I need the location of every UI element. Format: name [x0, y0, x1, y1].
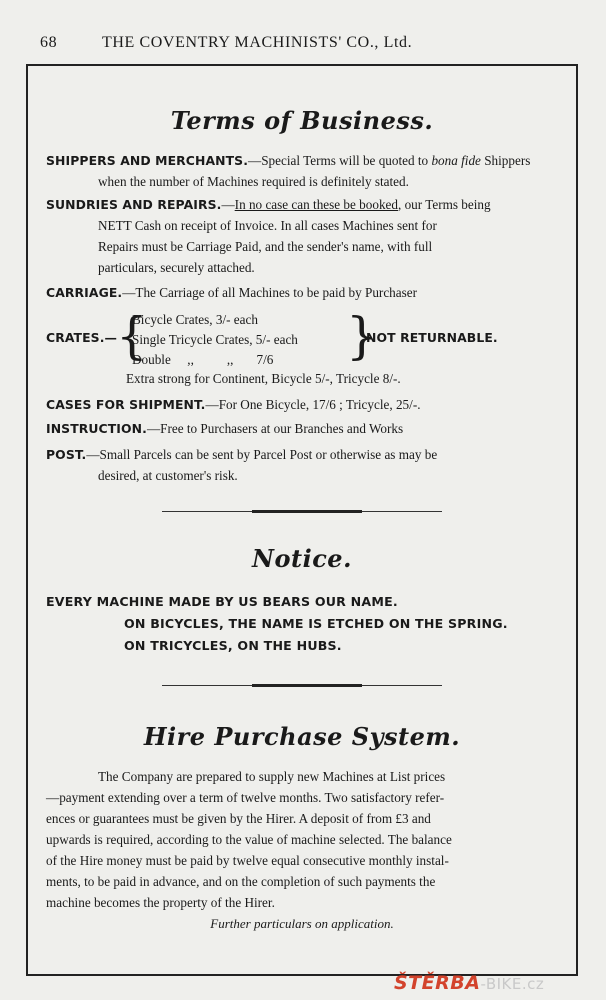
- divider-thick-2: [252, 684, 362, 687]
- crates-list: [132, 310, 298, 370]
- hire-line: The Company are prepared to supply new Machines at List prices: [98, 769, 446, 784]
- instruction-section: [46, 418, 566, 439]
- watermark-logo: [394, 972, 544, 994]
- hire-line: ments, to be paid in advance, and on the completion of such payments the: [46, 874, 436, 889]
- crate-item: Bicycle Crates, 3/- each: [132, 312, 258, 327]
- carriage-section: [46, 282, 566, 303]
- notice-line-2: ON BICYCLES, THE NAME IS ETCHED ON THE SPRING.: [124, 616, 508, 631]
- crates-section: [46, 307, 566, 367]
- notice-line-1: EVERY MACHINE MADE BY US BEARS OUR NAME.: [46, 594, 398, 609]
- crate-item: Single Tricycle Crates, 5/- each: [132, 332, 298, 347]
- carriage-label: CARRIAGE.: [46, 285, 123, 300]
- further-particulars: Further particulars on application.: [210, 916, 394, 931]
- left-brace: {: [116, 307, 148, 365]
- right-brace: }: [346, 307, 378, 365]
- watermark-brand: ŠTĚRBA: [394, 972, 481, 994]
- hire-paragraph: [46, 766, 566, 913]
- bona-fide: bona fide: [431, 153, 481, 168]
- watermark-suffix: -BIKE.cz: [480, 975, 545, 993]
- hire-line: ences or guarantees must be given by the Hirer. A deposit of from £3 and: [46, 811, 431, 826]
- sundries-text-4: particulars, securely attached.: [98, 260, 255, 275]
- cases-label: CASES FOR SHIPMENT.: [46, 397, 206, 412]
- shippers-text: —Special Terms will be quoted to: [248, 153, 432, 168]
- crate-item: Double ,, ,, 7/6: [132, 352, 274, 367]
- post-text-2: desired, at customer's risk.: [98, 468, 238, 483]
- instruction-text: —Free to Purchasers at our Branches and Works: [146, 421, 404, 436]
- post-text-1: —Small Parcels can be sent by Parcel Post or otherwise as may be: [86, 447, 438, 462]
- hire-line: upwards is required, according to the value of machine selected. The balance: [46, 832, 452, 847]
- sundries-text-3: Repairs must be Carriage Paid, and the sender's name, with full: [98, 239, 433, 254]
- not-returnable: NOT RETURNABLE.: [366, 330, 498, 345]
- sundries-dash: —: [221, 197, 235, 212]
- hire-line: —payment extending over a term of twelve months. Two satisfactory refer-: [46, 790, 445, 805]
- notice-title: Notice.: [252, 544, 352, 573]
- sundries-text-2: NETT Cash on receipt of Invoice. In all cases Machines sent for: [98, 218, 437, 233]
- notice-line-3: ON TRICYCLES, ON THE HUBS.: [124, 638, 342, 653]
- shippers-label: SHIPPERS AND MERCHANTS.: [46, 153, 249, 168]
- carriage-text: —The Carriage of all Machines to be paid by Purchaser: [122, 285, 418, 300]
- shippers-text-2: when the number of Machines required is definitely stated.: [98, 174, 409, 189]
- sundries-label: SUNDRIES AND REPAIRS.: [46, 197, 222, 212]
- instruction-label: INSTRUCTION.: [46, 421, 147, 436]
- shippers-text-end: Shippers: [480, 153, 531, 168]
- sundries-section: [46, 194, 566, 278]
- page-number: 68: [40, 34, 58, 51]
- sundries-underlined: In no case can these be booked: [234, 197, 398, 212]
- hire-line: machine becomes the property of the Hirer.: [46, 895, 275, 910]
- sundries-text-1: , our Terms being: [397, 197, 491, 212]
- cases-section: [46, 394, 566, 415]
- terms-title: Terms of Business.: [170, 106, 434, 135]
- divider-thick: [252, 510, 362, 513]
- cases-text: —For One Bicycle, 17/6 ; Tricycle, 25/-.: [205, 397, 421, 412]
- crates-extra: Extra strong for Continent, Bicycle 5/-, Tricycle 8/-.: [126, 371, 401, 386]
- page-header: [40, 34, 560, 58]
- shippers-section: [46, 150, 566, 192]
- post-label: POST.: [46, 447, 87, 462]
- crates-label: CRATES.—: [46, 330, 117, 345]
- hire-title: Hire Purchase System.: [143, 722, 461, 751]
- running-title: THE COVENTRY MACHINISTS' CO., Ltd.: [102, 34, 413, 51]
- post-section: [46, 444, 566, 486]
- hire-line: of the Hire money must be paid by twelve equal consecutive monthly instal-: [46, 853, 449, 868]
